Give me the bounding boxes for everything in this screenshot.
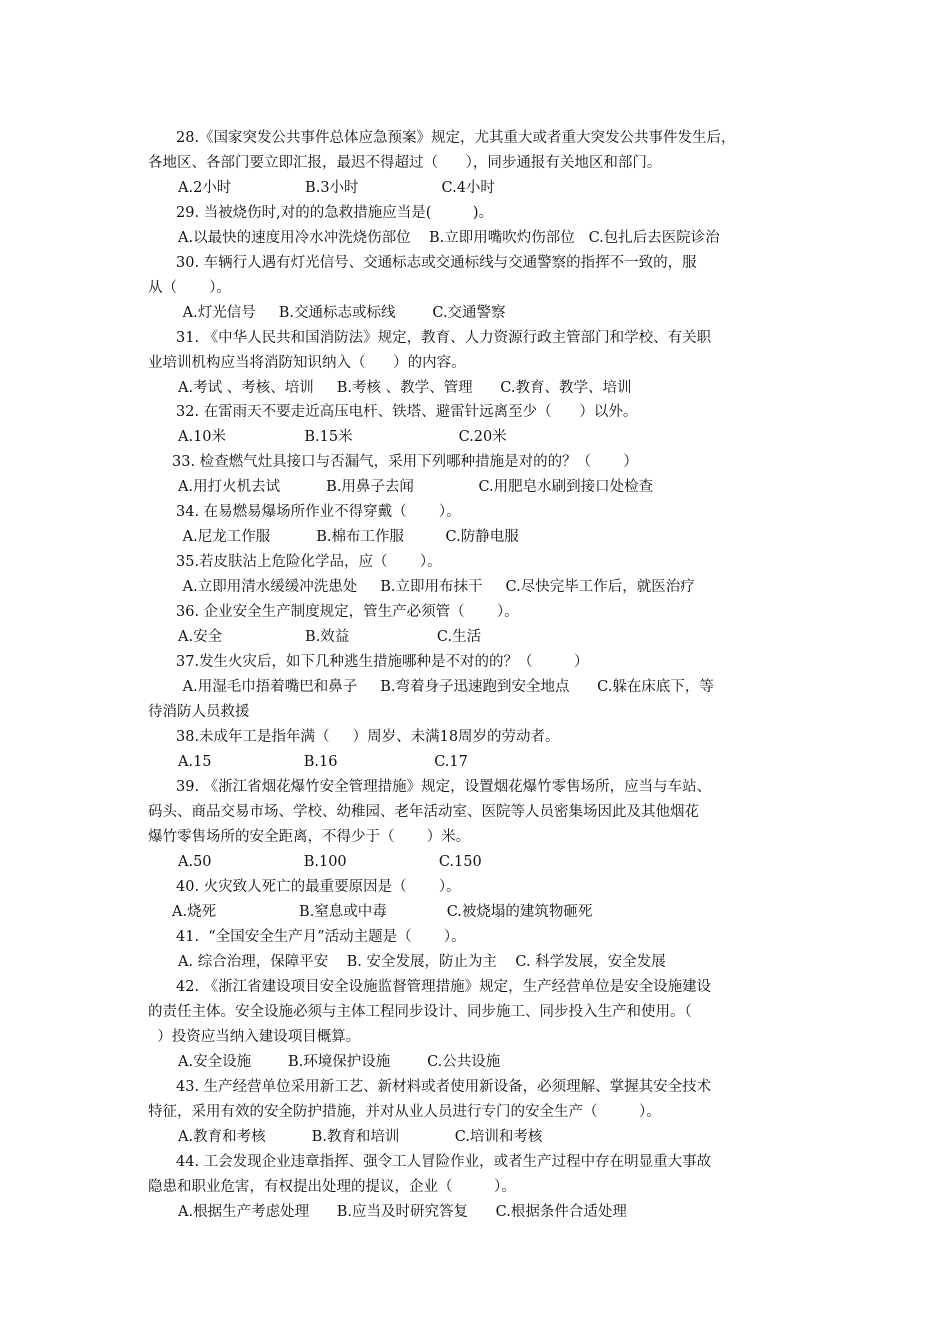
question-continuation: 待消防人员救援	[148, 704, 250, 720]
answer-options: A.10米 B.15米 C.20米	[178, 429, 507, 445]
question-text: 36. 企业安全生产制度规定，管生产必须管（ ）。	[176, 604, 519, 620]
question-text: 44. 工会发现企业违章指挥、强令工人冒险作业，或者生产过程中存在明显重大事故	[176, 1154, 712, 1170]
question-continuation: 业培训机构应当将消防知识纳入（ ）的内容。	[148, 355, 466, 371]
answer-options: A.50 B.100 C.150	[178, 854, 482, 870]
answer-options: A.教育和考核 B.教育和培训 C.培训和考核	[178, 1129, 543, 1145]
answer-options: A. 综合治理，保障平安 B. 安全发展，防止为主 C. 科学发展，安全发展	[178, 954, 666, 970]
answer-options: A.用湿毛巾捂着嘴巴和鼻子 B.弯着身子迅速跑到安全地点 C.躲在床底下，等	[178, 679, 714, 695]
answer-options: A.尼龙工作服 B.棉布工作服 C.防静电服	[178, 529, 519, 545]
question-continuation: 隐患和职业危害，有权提出处理的提议，企业（ ）。	[148, 1179, 516, 1195]
question-continuation: 爆竹零售场所的安全距离，不得少于（ ）米。	[148, 829, 471, 845]
question-text: 41. “全国安全生产月”活动主题是（ ）。	[176, 929, 466, 945]
question-continuation: 码头、商品交易市场、学校、幼稚园、老年活动室、医院等人员密集场因此及其他烟花	[148, 804, 699, 820]
answer-options: A.考试 、考核、培训 B.考核 、教学、管理 C.教育、教学、培训	[178, 380, 632, 396]
question-continuation: 特征，采用有效的安全防护措施，并对从业人员进行专门的安全生产（ ）。	[148, 1104, 661, 1120]
question-text: 35.若皮肤沾上危险化学品，应（ ）。	[176, 554, 442, 570]
question-continuation: ）投资应当纳入建设项目概算。	[148, 1029, 361, 1045]
answer-options: A.立即用清水缓缓冲洗患处 B.立即用布抹干 C.尽快完毕工作后，就医治疗	[178, 579, 695, 595]
question-text: 28.《国家突发公共事件总体应急预案》规定，尤其重大或者重大突发公共事件发生后，	[176, 130, 736, 146]
answer-options: A.15 B.16 C.17	[178, 754, 468, 770]
answer-options: A.安全 B.效益 C.生活	[178, 629, 482, 645]
question-text: 37.发生火灾后，如下几种逃生措施哪种是不对的的？（ ）	[176, 654, 589, 670]
question-continuation: 的责任主体。安全设施必须与主体工程同步设计、同步施工、同步投入生产和使用。（	[148, 1004, 692, 1020]
question-text: 34. 在易燃易爆场所作业不得穿戴（ ）。	[176, 504, 461, 520]
question-text: 29. 当被烧伤时,对的的急救措施应当是( )。	[176, 205, 494, 221]
answer-options: A.以最快的速度用冷水冲洗烧伤部位 B.立即用嘴吹灼伤部位 C.包扎后去医院诊治	[178, 230, 720, 246]
question-continuation: 从（ ）。	[148, 280, 232, 296]
question-text: 39. 《浙江省烟花爆竹安全管理措施》规定，设置烟花爆竹零售场所，应当与车站、	[176, 779, 712, 795]
question-text: 38.未成年工是指年满（ ）周岁、未满18周岁的劳动者。	[176, 729, 560, 745]
answer-options: A.根据生产考虑处理 B.应当及时研究答复 C.根据条件合适处理	[178, 1204, 627, 1220]
answer-options: A.灯光信号 B.交通标志或标线 C.交通警察	[178, 305, 506, 321]
question-text: 42. 《浙江省建设项目安全设施监督管理措施》规定，生产经营单位是安全设施建设	[176, 979, 712, 995]
question-text: 40. 火灾致人死亡的最重要原因是（ ）。	[176, 879, 461, 895]
answer-options: A.烧死 B.窒息或中毒 C.被烧塌的建筑物砸死	[172, 904, 593, 920]
question-text: 31. 《中华人民共和国消防法》规定，教育、人力资源行政主管部门和学校、有关职	[176, 330, 712, 346]
question-text: 32. 在雷雨天不要走近高压电杆、铁塔、避雷针远离至少（ ）以外。	[176, 404, 638, 420]
question-continuation: 各地区、各部门要立即汇报，最迟不得超过（ ），同步通报有关地区和部门。	[148, 155, 662, 171]
answer-options: A.安全设施 B.环境保护设施 C.公共设施	[178, 1054, 501, 1070]
question-text: 43. 生产经营单位采用新工艺、新材料或者使用新设备，必须理解、掌握其安全技术	[176, 1079, 712, 1095]
answer-options: A.2小时 B.3小时 C.4小时	[178, 180, 495, 196]
question-text: 33. 检查燃气灶具接口与否漏气，采用下列哪种措施是对的的？（ ）	[172, 454, 638, 470]
question-text: 30. 车辆行人遇有灯光信号、交通标志或交通标线与交通警察的指挥不一致的，服	[176, 255, 697, 271]
answer-options: A.用打火机去试 B.用鼻子去闻 C.用肥皂水刷到接口处检查	[178, 479, 654, 495]
